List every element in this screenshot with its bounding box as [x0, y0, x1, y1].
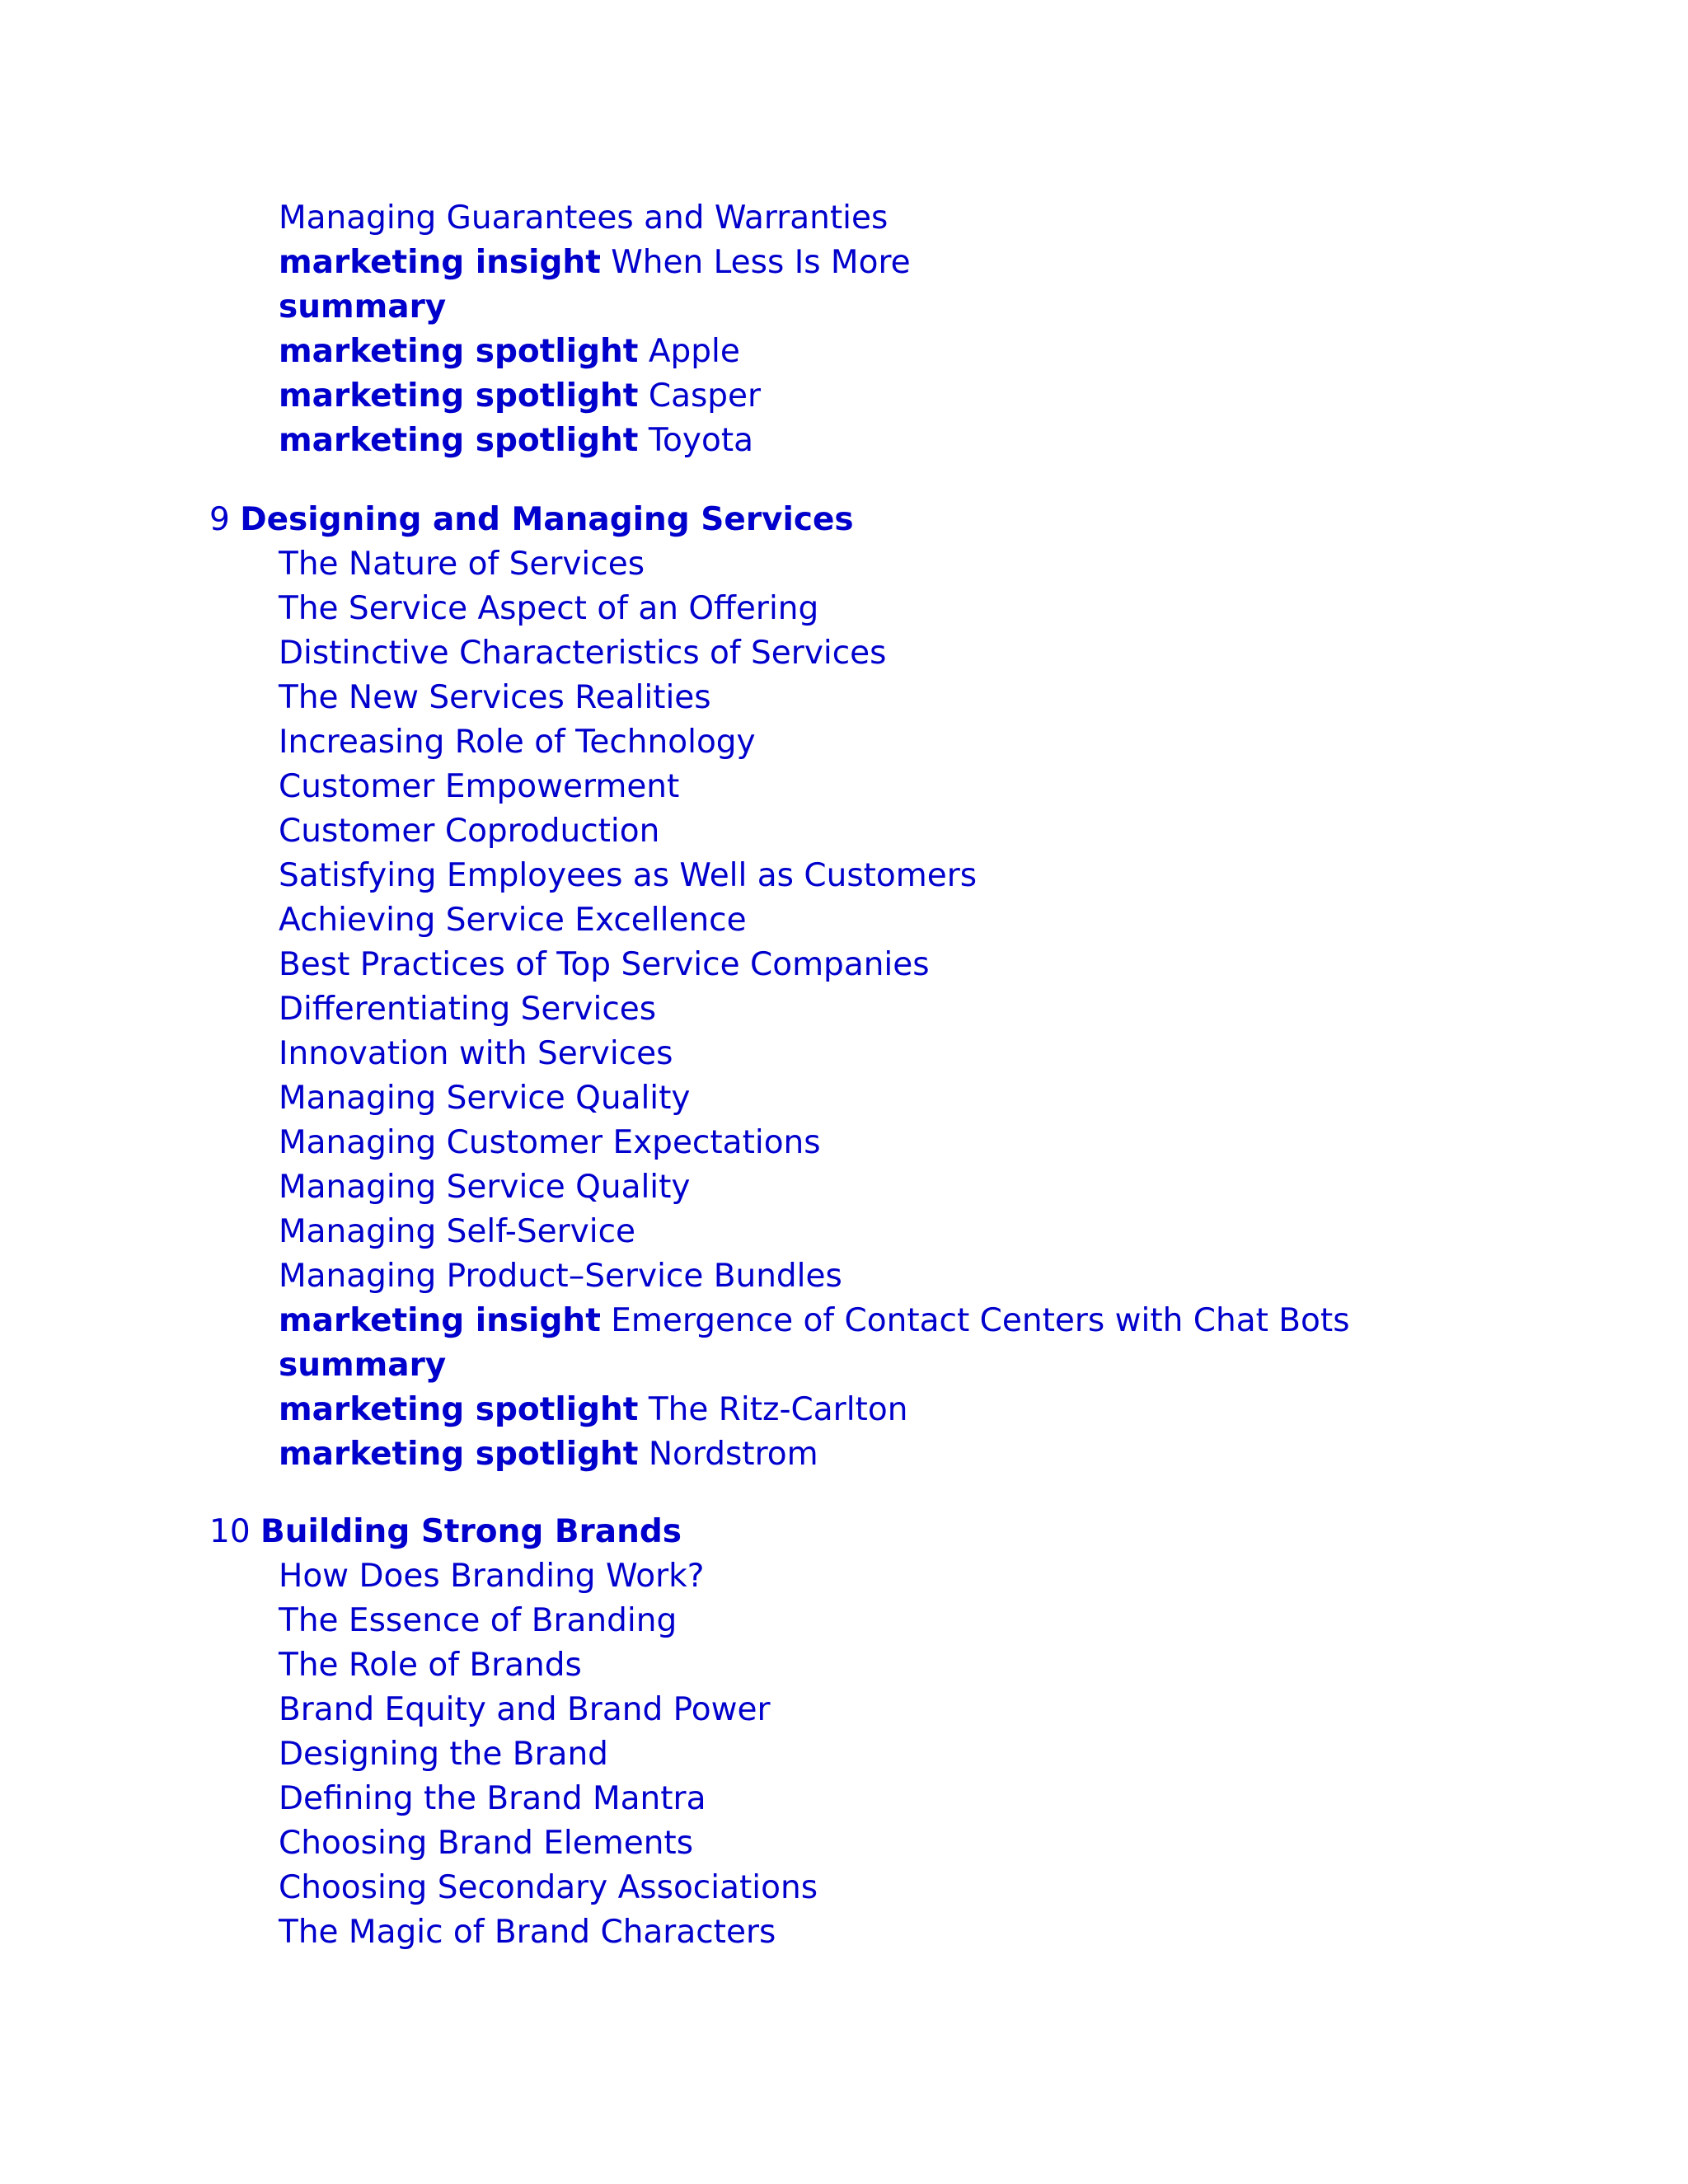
chapter-number: 10 — [209, 1513, 251, 1550]
toc-entry-title: Managing Service Quality — [279, 1169, 691, 1206]
toc-entry-title: Best Practices of Top Service Companies — [279, 946, 930, 983]
toc-entry-marketing-spotlight[interactable] — [279, 1432, 818, 1477]
toc-entry-title: Managing Customer Expectations — [279, 1124, 821, 1161]
toc-entry-marketing-insight[interactable] — [279, 241, 911, 285]
toc-entry[interactable] — [279, 987, 656, 1032]
toc-entry[interactable] — [279, 898, 747, 943]
entry-prefix: marketing spotlight — [279, 1391, 639, 1428]
entry-prefix: marketing insight — [279, 1302, 601, 1339]
toc-entry[interactable] — [279, 1866, 818, 1910]
toc-entry-marketing-spotlight[interactable] — [279, 419, 753, 463]
toc-entry[interactable] — [279, 1688, 771, 1732]
toc-entry[interactable] — [279, 1821, 693, 1866]
toc-entry-title: Managing Product–Service Bundles — [279, 1258, 842, 1295]
chapter-heading[interactable] — [209, 498, 854, 542]
toc-entry[interactable] — [279, 1210, 635, 1254]
entry-prefix: marketing spotlight — [279, 422, 639, 459]
toc-entry-title: How Does Branding Work? — [279, 1558, 705, 1595]
toc-entry-title: Emergence of Contact Centers with Chat Bots — [611, 1302, 1350, 1339]
toc-entry[interactable] — [279, 676, 711, 720]
toc-entry[interactable] — [279, 943, 930, 987]
chapter-heading[interactable] — [209, 1510, 682, 1554]
entry-prefix: summary — [279, 1347, 447, 1384]
toc-entry-title: Brand Equity and Brand Power — [279, 1691, 771, 1728]
toc-entry[interactable] — [279, 542, 645, 587]
entry-prefix: marketing spotlight — [279, 377, 639, 415]
toc-entry-title: Choosing Secondary Associations — [279, 1869, 818, 1906]
toc-entry[interactable] — [279, 1076, 691, 1121]
toc-entry[interactable] — [279, 1910, 776, 1955]
toc-entry-title: Defining the Brand Mantra — [279, 1780, 706, 1817]
toc-entry[interactable] — [279, 1732, 608, 1777]
toc-entry-title: When Less Is More — [611, 244, 911, 281]
entry-prefix: marketing spotlight — [279, 333, 639, 370]
toc-entry[interactable] — [279, 1032, 673, 1076]
toc-entry[interactable] — [279, 809, 659, 854]
toc-entry-title: The Role of Brands — [279, 1647, 582, 1684]
toc-entry-title: Managing Guarantees and Warranties — [279, 199, 889, 237]
toc-entry[interactable] — [279, 1643, 582, 1688]
toc-entry[interactable] — [279, 720, 756, 765]
toc-entry-title: The Magic of Brand Characters — [279, 1914, 776, 1951]
toc-entry-title: Satisfying Employees as Well as Customers — [279, 857, 978, 894]
toc-entry-title: Distinctive Characteristics of Services — [279, 635, 887, 672]
toc-entry-title: Choosing Brand Elements — [279, 1825, 694, 1862]
toc-entry-title: Increasing Role of Technology — [279, 724, 756, 761]
toc-entry-title: Managing Service Quality — [279, 1080, 691, 1117]
toc-entry-summary[interactable] — [279, 1343, 446, 1388]
toc-entry-title: Toyota — [648, 422, 754, 459]
chapter-title: Designing and Managing Services — [240, 501, 854, 538]
chapter-title: Building Strong Brands — [260, 1513, 682, 1550]
toc-entry[interactable] — [279, 765, 679, 809]
toc-entry-title: Designing the Brand — [279, 1736, 608, 1773]
toc-entry-summary[interactable] — [279, 285, 446, 330]
toc-entry-title: The Nature of Services — [279, 546, 645, 583]
toc-entry[interactable] — [279, 631, 887, 676]
toc-entry-title: The Service Aspect of an Offering — [279, 590, 819, 627]
toc-entry[interactable] — [279, 1599, 677, 1643]
entry-prefix: marketing insight — [279, 244, 601, 281]
entry-prefix: marketing spotlight — [279, 1436, 639, 1473]
toc-entry-title: Casper — [648, 377, 762, 415]
toc-entry[interactable] — [279, 196, 888, 241]
toc-entry-marketing-spotlight[interactable] — [279, 1388, 907, 1432]
toc-entry[interactable] — [279, 1777, 706, 1821]
toc-entry[interactable] — [279, 854, 977, 898]
toc-entry-title: Differentiating Services — [279, 991, 657, 1028]
toc-entry-title: The Ritz-Carlton — [648, 1391, 908, 1428]
toc-entry-title: The Essence of Branding — [279, 1602, 678, 1639]
toc-entry[interactable] — [279, 587, 818, 631]
toc-entry-title: Apple — [648, 333, 740, 370]
chapter-number: 9 — [209, 501, 230, 538]
toc-entry-marketing-spotlight[interactable] — [279, 330, 740, 374]
toc-entry-title: Managing Self-Service — [279, 1213, 636, 1250]
toc-entry-title: The New Services Realities — [279, 679, 711, 716]
toc-entry[interactable] — [279, 1554, 704, 1599]
toc-entry-title: Innovation with Services — [279, 1035, 673, 1072]
toc-entry-title: Achieving Service Excellence — [279, 902, 747, 939]
toc-entry[interactable] — [279, 1254, 842, 1299]
toc-entry-marketing-insight[interactable] — [279, 1299, 1350, 1343]
toc-entry-title: Customer Empowerment — [279, 768, 680, 805]
toc-entry-title: Customer Coproduction — [279, 813, 660, 850]
toc-entry-marketing-spotlight[interactable] — [279, 374, 761, 419]
entry-prefix: summary — [279, 288, 447, 326]
toc-entry-title: Nordstrom — [648, 1436, 818, 1473]
toc-entry[interactable] — [279, 1165, 691, 1210]
toc-entry[interactable] — [279, 1121, 821, 1165]
